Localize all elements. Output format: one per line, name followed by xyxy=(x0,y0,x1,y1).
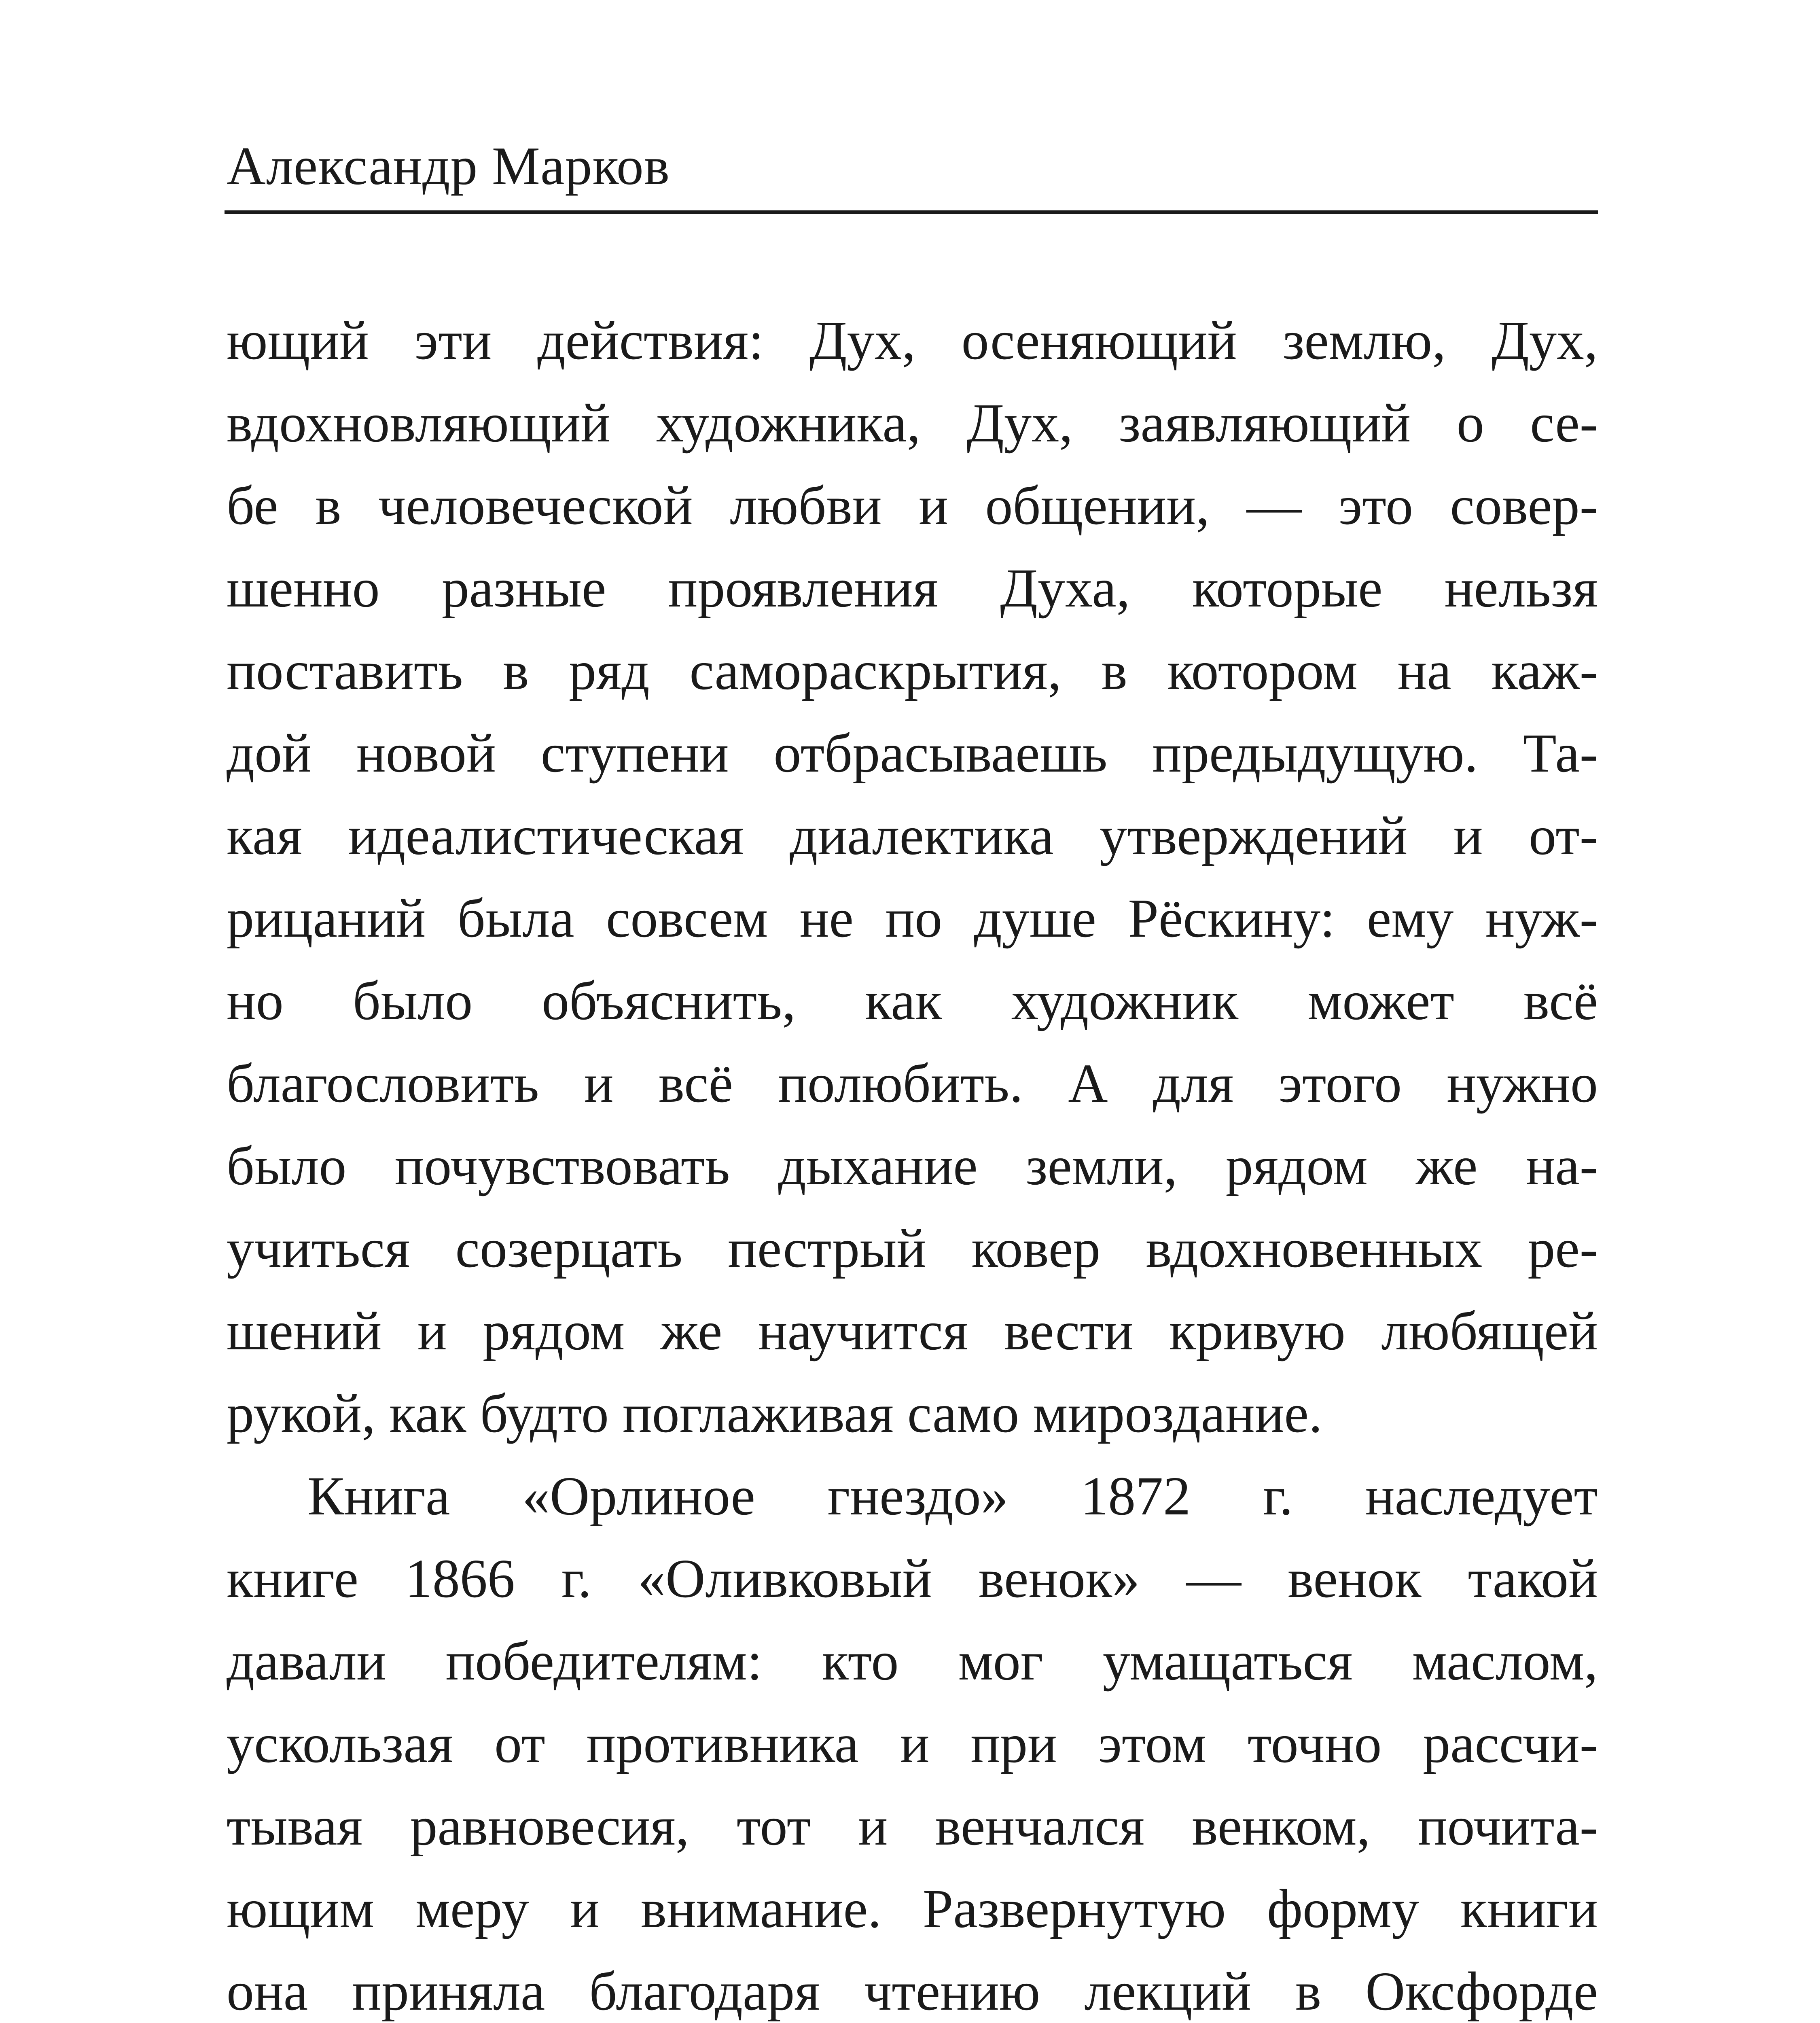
text-line: благословить и всё полюбить. А для этого нужно xyxy=(227,1053,1598,1114)
text-line: кая идеалистическая диалектика утверждений и от- xyxy=(227,806,1598,866)
text-line: книге 1866 г. «Оливковый венок» — венок такой xyxy=(227,1548,1598,1609)
text-line: давали победителям: кто мог умащаться маслом, xyxy=(227,1631,1598,1692)
text-line: дой новой ступени отбрасываешь предыдущую. Та- xyxy=(227,723,1598,784)
text-line: ющий эти действия: Дух, осеняющий землю, Дух, xyxy=(227,310,1598,371)
text-line: рукой, как будто поглаживая само мироздание. xyxy=(227,1383,1322,1444)
text-line: вдохновляющий художника, Дух, заявляющий о се- xyxy=(227,393,1598,454)
text-line: ускользая от противника и при этом точно рассчи- xyxy=(227,1713,1598,1774)
header-rule xyxy=(225,210,1598,214)
body-text xyxy=(227,299,1598,2023)
text-line: ющим меру и внимание. Развернутую форму книги xyxy=(227,1879,1598,1939)
text-line: бе в человеческой любви и общении, — это совер- xyxy=(227,475,1598,536)
text-line: Книга «Орлиное гнездо» 1872 г. наследует xyxy=(307,1466,1598,1527)
running-title: Александр Марков xyxy=(227,136,670,196)
text-line: тывая равновесия, тот и венчался венком, почита- xyxy=(227,1796,1598,1857)
paragraph-1 xyxy=(227,299,1598,1455)
text-line: учиться созерцать пестрый ковер вдохновенных ре- xyxy=(227,1218,1598,1279)
text-line: поставить в ряд самораскрытия, в котором на каж- xyxy=(227,640,1598,701)
paragraph-2 xyxy=(227,1455,1598,2023)
text-line: она приняла благодаря чтению лекций в Оксфорде xyxy=(227,1961,1598,2022)
text-line: шенно разные проявления Духа, которые нельзя xyxy=(227,558,1598,619)
text-line: рицаний была совсем не по душе Рёскину: ему нуж- xyxy=(227,888,1598,949)
text-line: было почувствовать дыхание земли, рядом же на- xyxy=(227,1136,1598,1196)
text-line: шений и рядом же научится вести кривую любящей xyxy=(227,1301,1598,1361)
text-line: но было объяснить, как художник может всё xyxy=(227,971,1598,1031)
